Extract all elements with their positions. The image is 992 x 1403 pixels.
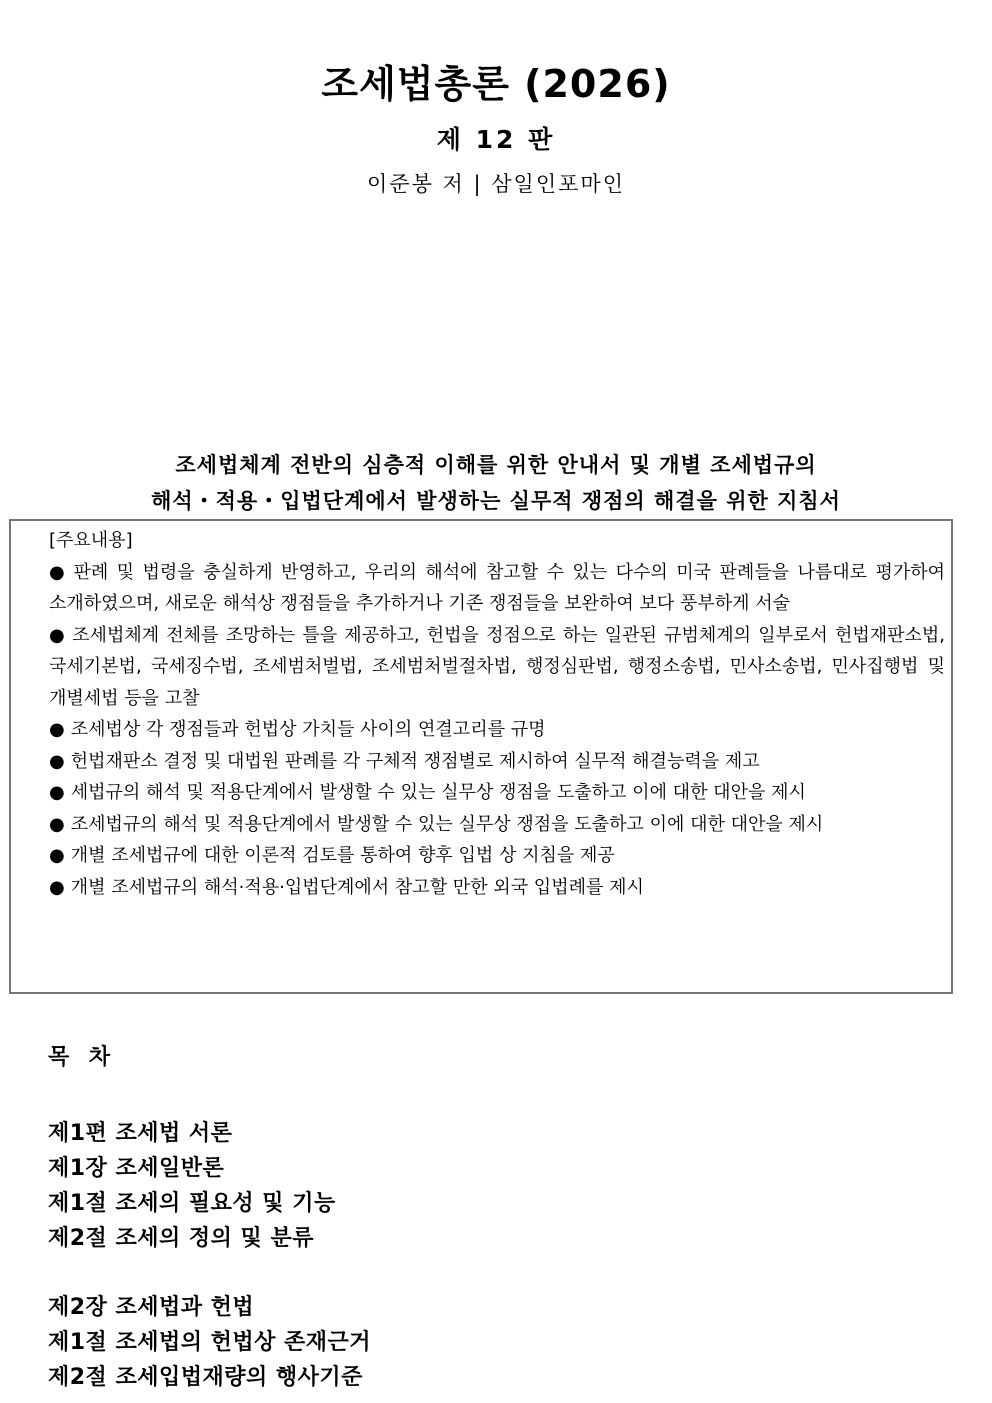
toc-heading: 목 차 <box>48 1045 117 1070</box>
toc-section-2-2: 제2절 조세입법재량의 행사기준 <box>48 1365 363 1390</box>
summary-item-text: 헌법재판소 결정 및 대법원 판례를 각 구체적 쟁점별로 제시하여 실무적 해결능력을 제고 <box>70 750 760 772</box>
summary-item <box>49 840 945 872</box>
bullet-icon: ● <box>49 750 65 772</box>
summary-item-text: 조세법체계 전체를 조망하는 틀을 제공하고, 헌법을 정점으로 하는 일관된 규범체계의 일부로서 헌법재판소법, 국세기본법, 국세징수법, 조세범처벌법, 조세범처벌절차법, 행정심판법, 행정소송법, 민사소송법, 민사집행법 및 개별세법 등을 고찰 <box>49 624 945 709</box>
toc-section-2-1: 제1절 조세법의 헌법상 존재근거 <box>48 1330 372 1355</box>
author-publisher: 이준봉 저 | 삼일인포마인 <box>367 172 625 196</box>
description-line-1: 조세법체계 전반의 심층적 이해를 위한 안내서 및 개별 조세법규의 <box>175 453 817 477</box>
summary-item-text: 조세법규의 해석 및 적용단계에서 발생할 수 있는 실무상 쟁점을 도출하고 이에 대한 대안을 제시 <box>70 813 824 835</box>
bullet-icon: ● <box>49 782 65 803</box>
bullet-icon: ● <box>49 624 67 646</box>
toc-part-1: 제1편 조세법 서론 <box>48 1121 233 1146</box>
bullet-icon: ● <box>49 813 65 835</box>
summary-item <box>49 620 945 715</box>
toc-chapter-1: 제1장 조세일반론 <box>48 1156 225 1181</box>
summary-item-text: 개별 조세법규에 대한 이론적 검토를 통하여 향후 입법 상 지침을 제공 <box>70 845 615 866</box>
summary-item-text: 판례 및 법령을 충실하게 반영하고, 우리의 해석에 참고할 수 있는 다수의 미국 판례들을 나름대로 평가하여 소개하였으며, 새로운 해석상 쟁점들을 추가하거나 기존 쟁점들을 보완하여 보다 풍부하게 서술 <box>49 561 945 614</box>
summary-content <box>49 525 945 903</box>
summary-item-text: 개별 조세법규의 해석·적용·입법단계에서 참고할 만한 외국 입법례를 제시 <box>70 876 644 898</box>
toc-section-1-1: 제1절 조세의 필요성 및 기능 <box>48 1191 336 1216</box>
bullet-icon: ● <box>49 845 65 866</box>
book-edition: 제 12 판 <box>436 125 556 154</box>
book-title: 조세법총론 (2026) <box>321 62 671 106</box>
bullet-icon: ● <box>49 719 65 740</box>
summary-item-text: 세법규의 해석 및 적용단계에서 발생할 수 있는 실무상 쟁점을 도출하고 이에 대한 대안을 제시 <box>70 782 806 803</box>
summary-item <box>49 714 945 746</box>
summary-item <box>49 777 945 809</box>
summary-box <box>9 519 953 994</box>
toc-section-1-2: 제2절 조세의 정의 및 분류 <box>48 1226 314 1251</box>
bullet-icon: ● <box>49 561 68 583</box>
bullet-icon: ● <box>49 876 65 898</box>
toc-group-1 <box>48 1116 336 1256</box>
toc-group-2 <box>48 1290 371 1395</box>
summary-item <box>49 746 945 778</box>
toc-chapter-2: 제2장 조세법과 헌법 <box>48 1295 255 1320</box>
summary-item <box>49 557 945 620</box>
summary-heading: [주요내용] <box>49 530 133 551</box>
summary-item-text: 조세법상 각 쟁점들과 헌법상 가치들 사이의 연결고리를 규명 <box>70 719 546 740</box>
summary-item <box>49 809 945 841</box>
summary-item <box>49 872 945 904</box>
description-line-2: 해석・적용・입법단계에서 발생하는 실무적 쟁점의 해결을 위한 지침서 <box>151 489 841 513</box>
